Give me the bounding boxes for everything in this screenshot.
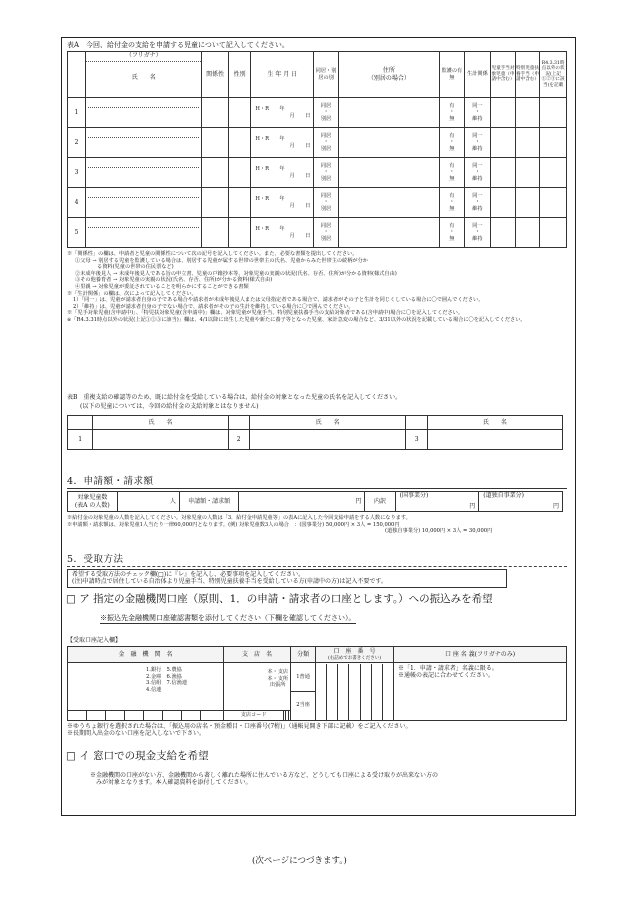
- option-b-note-2: みが対象となります。本人確認資料を添付してください。: [96, 779, 252, 787]
- section-4-rule: [67, 488, 567, 489]
- section-5-heading: 5．受取方法: [67, 554, 124, 565]
- table-a: [67, 51, 567, 248]
- table-b-no: 2: [228, 430, 249, 450]
- custody-option: 無: [449, 205, 455, 212]
- account-digit-box[interactable]: [361, 664, 372, 720]
- livelihood-option: 維持: [472, 175, 483, 182]
- custody-option: 有: [449, 102, 455, 109]
- custody-sep: ・: [449, 229, 455, 236]
- account-type-header: 分類: [291, 647, 316, 663]
- cohabit-option: 同居: [320, 192, 332, 199]
- children-count-sublabel: (表A の人数): [74, 501, 110, 509]
- other-status-input[interactable]: [540, 128, 567, 158]
- children-count-label-cell: [68, 492, 118, 512]
- livelihood-sep: ・: [474, 229, 481, 236]
- account-digit-box[interactable]: [383, 664, 393, 720]
- cohabit-header: 同居・別居の別: [314, 52, 339, 98]
- account-number-subheader: (右詰めでお書きください): [328, 655, 382, 661]
- relation-input[interactable]: [202, 188, 229, 218]
- sex-input[interactable]: [228, 188, 250, 218]
- cohabit-select[interactable]: [314, 218, 339, 248]
- section-5-rule: [67, 566, 567, 567]
- custody-select[interactable]: [440, 218, 465, 248]
- livelihood-option: 同一: [472, 162, 483, 169]
- other-status-input[interactable]: [540, 158, 567, 188]
- special-allowance-input[interactable]: [515, 188, 540, 218]
- cohabit-option: 別居: [320, 145, 332, 152]
- child-name-cell[interactable]: [86, 128, 202, 158]
- custody-select[interactable]: [440, 158, 465, 188]
- bank-type-1: 1.銀行 5.農協: [146, 667, 182, 673]
- branch-type-1: 本・支店: [267, 669, 289, 675]
- custody-option: 無: [449, 235, 455, 242]
- cohabit-option: 同居: [320, 102, 332, 109]
- row-number: 3: [68, 158, 86, 188]
- furigana-input[interactable]: [88, 218, 199, 228]
- address-input[interactable]: [338, 128, 439, 158]
- table-a-row: [68, 218, 567, 248]
- national-label: (国事業分): [399, 492, 429, 499]
- custody-sep: ・: [449, 139, 455, 146]
- local-label: (道独自事業分): [483, 492, 524, 499]
- furigana-header: （フリガナ）: [86, 52, 201, 62]
- children-count-label: 対象児童数: [77, 494, 108, 502]
- option-b-checkbox-label[interactable]: □ イ 窓口での現金支給を希望: [66, 750, 209, 762]
- note-allowance: ※「児手対象児童(含申請中)」、「特児扶対象児童(含申請中)」欄は、対象児童が児童手当、特別児童扶養手当の支給対象者である(含申請中)場合に〇を記入してください。: [67, 310, 464, 317]
- child-allowance-input[interactable]: [491, 98, 516, 128]
- holder-input[interactable]: [394, 663, 567, 721]
- note-other: ③その他養育者 → 対象児童の実親の状況(氏名、存否、住所)が分かる資料(様式自由): [75, 277, 273, 284]
- address-subheader: （別居の場合）: [367, 74, 410, 82]
- account-digit-box[interactable]: [316, 664, 327, 720]
- table-a-notes: [67, 251, 567, 324]
- custody-option: 有: [449, 132, 455, 139]
- custody-select[interactable]: [440, 188, 465, 218]
- special-allowance-input[interactable]: [515, 128, 540, 158]
- special-allowance-header: 特別児童扶養手当（申請中含む）: [515, 52, 540, 98]
- custody-option: 無: [449, 115, 455, 122]
- child-name-cell[interactable]: [86, 188, 202, 218]
- account-number-header: 口 座 番 号: [333, 648, 376, 656]
- option-a-note: ※振込先金融機関口座確認書類を添付してください（下欄を確認してください）。: [100, 614, 356, 622]
- note-guardian: ②未成年後見人 → 未成年後見人である旨の申立書、児童の戸籍抄本等、対象児童の実親の状況(氏名、存否、住所)が分かる資料(様式自由): [75, 270, 397, 277]
- birth-month-day: 月 日: [289, 202, 311, 209]
- table-b-name-input[interactable]: [93, 430, 228, 450]
- custody-option: 有: [449, 192, 455, 199]
- account-type-ordinary[interactable]: 1普通: [291, 664, 315, 692]
- note-parent: ①父母 → 別居する児童を監護している場合は、別居する児童が属する世帯の世帯主の氏名、児童からみた世帯主の続柄が分か: [75, 257, 368, 264]
- special-allowance-input[interactable]: [515, 98, 540, 128]
- branch-type-options: [267, 669, 288, 689]
- birth-year: H・R 年: [255, 105, 285, 112]
- furigana-input[interactable]: [88, 158, 199, 168]
- note-parent-cont: る資料(児童の世帯の住民票など): [97, 264, 174, 271]
- amount-input[interactable]: [239, 492, 365, 512]
- child-allowance-header: 児童手当対象児童（申請中含む）: [491, 52, 516, 98]
- child-allowance-input[interactable]: [491, 128, 516, 158]
- livelihood-sep: ・: [474, 109, 481, 116]
- section-4-heading: 4．申請額・請求額: [67, 476, 154, 487]
- custody-sep: ・: [449, 109, 455, 116]
- livelihood-option: 維持: [472, 205, 483, 212]
- livelihood-select[interactable]: [464, 128, 491, 158]
- birth-month-day: 月 日: [289, 232, 311, 239]
- table-a-title: 表A 今回、給付金の支給を申請する児童について記入してください。: [67, 41, 289, 49]
- special-allowance-input[interactable]: [515, 218, 540, 248]
- livelihood-select[interactable]: [464, 158, 491, 188]
- birth-header: 生 年 月 日: [251, 52, 314, 98]
- note-r4: ※「R4.3.31時点以外の状況(上記①②③に該当)」欄は、4/1以降に出生した児童や新たに養子等となった児童、家計急変の場合など、3/31以外の状況を記載している場合に〇を記入してください。: [67, 316, 526, 323]
- amount-note-3: (道独自事業分) 10,000円 × 3人 = 30,000円: [385, 528, 493, 535]
- birth-input[interactable]: [251, 158, 314, 188]
- relation-input[interactable]: [202, 98, 229, 128]
- livelihood-option: 維持: [472, 145, 483, 152]
- cohabit-sep: ・: [323, 169, 329, 176]
- note-maintain: 2）「維持」は、児童が請求者自身の子でない場合で、請求者がその子の生計を維持している場合に〇で囲んでください。: [73, 303, 354, 310]
- cohabit-select[interactable]: [314, 158, 339, 188]
- amount-unit: 円: [355, 497, 362, 505]
- livelihood-sep: ・: [474, 139, 481, 146]
- livelihood-header: 生計関係: [464, 52, 491, 98]
- account-digit-box[interactable]: [338, 664, 349, 720]
- relation-input[interactable]: [202, 158, 229, 188]
- branch-code-label: 支店コード: [224, 711, 284, 721]
- row-number: 4: [68, 188, 86, 218]
- cohabit-option: 別居: [320, 235, 332, 242]
- cohabit-option: 別居: [320, 175, 332, 182]
- sex-input[interactable]: [228, 98, 250, 128]
- table-a-row: [68, 128, 567, 158]
- furigana-input[interactable]: [88, 128, 199, 138]
- child-allowance-input[interactable]: [491, 218, 516, 248]
- option-b-note-1: ※金融機関の口座がない方、金融機関から著しく離れた場所に住んでいる方など、どうしても口座による受け取りが出来ない方の: [90, 772, 439, 779]
- child-name-cell[interactable]: [86, 218, 202, 248]
- cohabit-option: 同居: [320, 162, 332, 169]
- note-relation: ※「関係性」の欄は、申請者と児童の関係性について次の記号を記入してください。また、必要な書類を提出してください。: [67, 251, 358, 257]
- option-b-notes: [90, 772, 568, 787]
- children-count-input[interactable]: [117, 492, 179, 512]
- child-allowance-input[interactable]: [491, 188, 516, 218]
- cohabit-sep: ・: [323, 109, 329, 116]
- address-input[interactable]: [338, 98, 439, 128]
- other-status-input[interactable]: [540, 98, 567, 128]
- account-digit-box[interactable]: [372, 664, 383, 720]
- table-b-name-input[interactable]: [249, 430, 406, 450]
- relation-input[interactable]: [202, 218, 229, 248]
- note-foster: ④里親 → 対象児童が委託されていることを明らかにすることができる書類: [75, 283, 249, 290]
- breakdown-label: 内訳: [365, 492, 395, 512]
- address-header: 住所: [382, 67, 395, 75]
- row-number: 1: [68, 98, 86, 128]
- cohabit-option: 同居: [320, 222, 332, 229]
- bank-name-header: 金 融 機 関 名: [68, 647, 224, 663]
- holder-note-2: ※通帳の表記に合わせてください。: [398, 672, 495, 680]
- table-b-no: 3: [406, 430, 427, 450]
- branch-type-3: 出張所: [269, 682, 286, 689]
- amount-note-2: ※申請額・請求額は、対象児童1人当たり一律60,000円となります。(例) 対象児童数3人の場合 ：(国事業分) 50,000円 × 3人 = 150,000円: [67, 521, 400, 528]
- yucho-note-2: ※長期間入出金のない口座を記入しないで下さい。: [67, 730, 206, 738]
- cohabit-option: 別居: [320, 115, 332, 122]
- custody-select[interactable]: [440, 128, 465, 158]
- livelihood-option: 同一: [472, 132, 483, 139]
- account-number-header-cell: [316, 647, 394, 663]
- account-type-cell[interactable]: [291, 663, 316, 721]
- sex-input[interactable]: [228, 128, 250, 158]
- holder-note-1: ※「1．申請・請求者」名義に限る。: [398, 665, 498, 672]
- table-a-row: [68, 98, 567, 128]
- bank-type-4: 4.信連: [146, 686, 162, 693]
- bank-type-options: [146, 667, 187, 693]
- yucho-notes: [67, 723, 567, 738]
- cohabit-select[interactable]: [314, 128, 339, 158]
- special-allowance-input[interactable]: [515, 158, 540, 188]
- account-digit-box[interactable]: [327, 664, 338, 720]
- instruction-2: (注)申請時点で居住している自治体より児童手当、特別児童扶養手当を受給している方(申請中の方)は記入不要です。: [72, 578, 387, 586]
- address-input[interactable]: [338, 158, 439, 188]
- branch-name-input[interactable]: [224, 663, 291, 711]
- table-b: [67, 415, 563, 450]
- livelihood-option: 維持: [472, 115, 483, 122]
- cohabit-option: 別居: [320, 205, 332, 212]
- national-unit: 円: [469, 502, 476, 510]
- sex-header: 性別: [228, 52, 250, 98]
- yucho-note-1: ※ゆうちょ銀行を選択された場合は、「振込用の店名・預金種目・口座番号(7桁)」（通帳見開き下部に記載）をご記入ください。: [67, 723, 412, 730]
- cohabit-select[interactable]: [314, 188, 339, 218]
- sex-input[interactable]: [228, 158, 250, 188]
- birth-input[interactable]: [251, 128, 314, 158]
- other-status-input[interactable]: [540, 218, 567, 248]
- account-type-current[interactable]: 2当座: [296, 702, 310, 708]
- relation-input[interactable]: [202, 128, 229, 158]
- amount-notes: [67, 515, 567, 535]
- child-name-cell[interactable]: [86, 98, 202, 128]
- table-b-no: 1: [68, 430, 93, 450]
- custody-header: 監護の有無: [440, 52, 465, 98]
- branch-type-2: 本・支所: [267, 675, 289, 682]
- table-b-name-header: 氏 名: [249, 416, 406, 430]
- table-b-subtitle: (以下の児童については、今回の給付金の支給対象とはなりません): [80, 403, 259, 410]
- table-b-name-input[interactable]: [427, 430, 562, 450]
- livelihood-sep: ・: [474, 199, 481, 206]
- cohabit-sep: ・: [323, 229, 329, 236]
- bank-type-2: 2.金庫 6.漁協: [146, 673, 182, 680]
- furigana-input[interactable]: [88, 188, 199, 198]
- child-name-cell[interactable]: [86, 158, 202, 188]
- cohabit-sep: ・: [323, 139, 329, 146]
- note-same: 1）「同一」は、児童が請求者自身の子である場合や請求者が未成年後見人または父母指定者である場合で、請求者がその子と生計を同じくしている場合に〇で囲んでください。: [73, 297, 484, 304]
- national-amount-input[interactable]: [395, 492, 479, 512]
- custody-option: 無: [449, 145, 455, 152]
- account-form-label: 【受取口座記入欄】: [67, 637, 122, 644]
- row-number: 5: [68, 218, 86, 248]
- row-number: 2: [68, 128, 86, 158]
- instruction-1: 希望する受取方法のチェック欄(□)に『レ』を記入し、必要事項を記入してください。: [72, 571, 305, 578]
- custody-option: 有: [449, 222, 455, 229]
- table-a-row: [68, 158, 567, 188]
- furigana-input[interactable]: [88, 98, 199, 108]
- custody-sep: ・: [449, 169, 455, 176]
- child-allowance-input[interactable]: [491, 158, 516, 188]
- local-unit: 円: [552, 502, 559, 510]
- local-amount-input[interactable]: [479, 492, 563, 512]
- birth-year: H・R 年: [255, 195, 285, 202]
- custody-option: 有: [449, 162, 455, 169]
- children-unit: 人: [169, 497, 176, 505]
- birth-month-day: 月 日: [289, 172, 311, 179]
- cohabit-select[interactable]: [314, 98, 339, 128]
- livelihood-sep: ・: [474, 169, 481, 176]
- birth-input[interactable]: [251, 218, 314, 248]
- custody-option: 無: [449, 175, 455, 182]
- address-header-cell: [338, 52, 439, 98]
- birth-input[interactable]: [251, 98, 314, 128]
- livelihood-select[interactable]: [464, 98, 491, 128]
- other-status-header: R4.3.31時点以外の状況(上記①②③に該当)を記載: [540, 52, 567, 98]
- branch-name-header: 支 店 名: [224, 647, 291, 663]
- instruction-box: [67, 569, 507, 588]
- livelihood-option: 維持: [472, 235, 483, 242]
- relation-header: 関係性: [202, 52, 229, 98]
- other-status-input[interactable]: [540, 188, 567, 218]
- livelihood-option: 同一: [472, 222, 483, 229]
- account-digit-box[interactable]: [349, 664, 360, 720]
- birth-year: H・R 年: [255, 165, 285, 172]
- note-livelihood: ※「生計関係」の欄は、次によって記入してください。: [67, 290, 197, 297]
- livelihood-select[interactable]: [464, 188, 491, 218]
- birth-input[interactable]: [251, 188, 314, 218]
- address-input[interactable]: [338, 188, 439, 218]
- cohabit-sep: ・: [323, 199, 329, 206]
- page-footer: (次ページにつづきます。): [252, 856, 347, 866]
- table-a-row: [68, 188, 567, 218]
- table-b-name-header: 氏 名: [93, 416, 228, 430]
- bank-name-input[interactable]: [68, 663, 224, 711]
- table-b-name-header: 氏 名: [427, 416, 562, 430]
- name-header: 氏 名: [131, 74, 156, 82]
- sex-input[interactable]: [228, 218, 250, 248]
- custody-sep: ・: [449, 199, 455, 206]
- address-input[interactable]: [338, 218, 439, 248]
- table-b-title: 表B 重複支給の確認等のため、既に給付金を受給している場合は、給付金の対象となった児童の氏名を記入してください。: [67, 394, 402, 401]
- livelihood-option: 同一: [472, 192, 483, 199]
- account-number-cells[interactable]: [316, 663, 394, 721]
- birth-month-day: 月 日: [289, 112, 311, 119]
- birth-month-day: 月 日: [289, 142, 311, 149]
- account-table: [67, 646, 567, 721]
- name-header-cell: [86, 52, 202, 98]
- bank-type-3: 3.信組 7.信漁連: [146, 680, 188, 687]
- birth-year: H・R 年: [255, 135, 285, 142]
- holder-header: 口 座 名 義(フリガナのみ): [394, 647, 567, 663]
- cohabit-option: 同居: [320, 132, 332, 139]
- amount-label: 申請額・請求額: [179, 492, 238, 512]
- birth-year: H・R 年: [255, 225, 285, 232]
- amount-note-1: ※給付金の対象児童の人数を記入してください。対象児童の人数は「3．給付金申請児童等」の表Aに記入した今回支給申請をする人数になります。: [67, 515, 411, 521]
- custody-select[interactable]: [440, 98, 465, 128]
- option-a-checkbox-label[interactable]: □ ア 指定の金融機関口座（原則、1．の申請・請求者の口座とします。）への振込みを希望: [66, 593, 493, 605]
- livelihood-select[interactable]: [464, 218, 491, 248]
- livelihood-option: 同一: [472, 102, 483, 109]
- amount-table: [67, 491, 563, 512]
